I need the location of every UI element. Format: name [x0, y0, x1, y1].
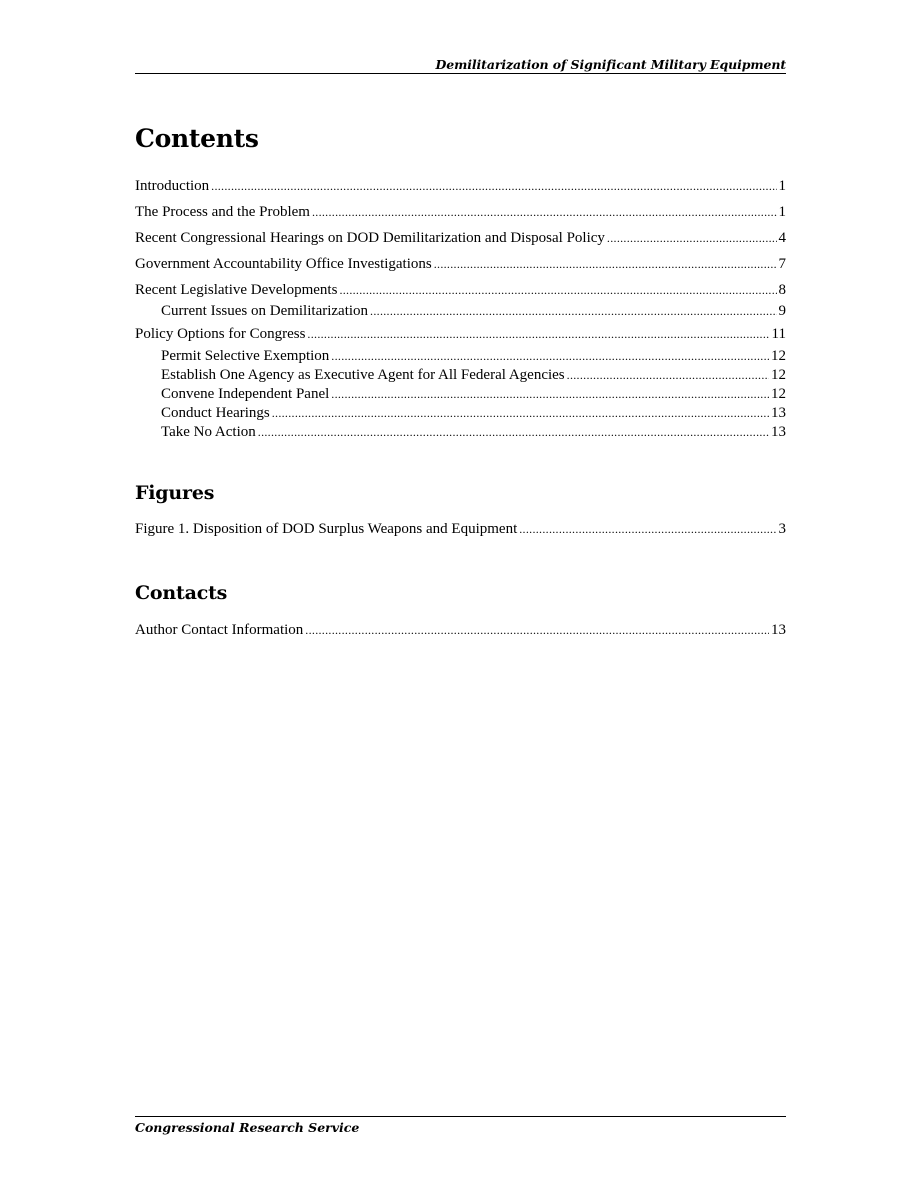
dot-leader	[307, 325, 769, 343]
toc-entry-title: Figure 1. Disposition of DOD Surplus Weapons and Equipment	[135, 521, 518, 537]
figure-entry[interactable]	[135, 520, 786, 538]
contents-heading: Contents	[135, 124, 259, 153]
toc-entry-title: Take No Action	[161, 424, 256, 440]
dot-leader	[331, 385, 769, 403]
toc-subentry[interactable]	[161, 423, 786, 441]
toc-entry-page: 3	[778, 521, 786, 537]
toc-entry-page: 1	[778, 204, 786, 220]
toc-entry[interactable]	[135, 255, 786, 273]
toc-entry-title: Recent Congressional Hearings on DOD Demilitarization and Disposal Policy	[135, 230, 605, 246]
dot-leader	[305, 621, 769, 639]
toc-entry-title: Convene Independent Panel	[161, 386, 330, 402]
toc-entry-title: The Process and the Problem	[135, 204, 310, 220]
toc-entry[interactable]	[135, 177, 786, 195]
toc-subentry[interactable]	[161, 347, 786, 365]
figures-heading: Figures	[135, 482, 215, 504]
toc-entry[interactable]	[135, 203, 786, 221]
toc-subentry[interactable]	[161, 302, 786, 320]
dot-leader	[434, 255, 777, 273]
toc-entry-page: 12	[771, 386, 786, 402]
contacts-heading: Contacts	[135, 582, 228, 604]
dot-leader	[272, 404, 769, 422]
toc-entry[interactable]	[135, 229, 786, 247]
dot-leader	[370, 302, 776, 320]
toc-entry-page: 13	[771, 405, 786, 421]
toc-entry-title: Government Accountability Office Investigations	[135, 256, 432, 272]
toc-entry-page: 1	[778, 178, 786, 194]
toc-entry[interactable]	[135, 325, 786, 343]
toc-entry-page: 11	[771, 326, 786, 342]
toc-entry-title: Introduction	[135, 178, 210, 194]
dot-leader	[567, 366, 769, 384]
running-header: Demilitarization of Significant Military Equipment	[435, 57, 786, 72]
toc-entry-title: Conduct Hearings	[161, 405, 270, 421]
toc-entry-page: 7	[778, 256, 786, 272]
dot-leader	[519, 520, 776, 538]
running-footer: Congressional Research Service	[135, 1120, 360, 1135]
toc-entry[interactable]	[135, 281, 786, 299]
dot-leader	[607, 229, 777, 247]
contact-entry[interactable]	[135, 621, 786, 639]
toc-subentry[interactable]	[161, 366, 786, 384]
toc-entry-page: 8	[778, 282, 786, 298]
toc-entry-title: Current Issues on Demilitarization	[161, 303, 369, 319]
header-rule	[135, 73, 786, 74]
toc-entry-page: 9	[778, 303, 786, 319]
toc-entry-title: Permit Selective Exemption	[161, 348, 330, 364]
toc-entry-title: Author Contact Information	[135, 622, 304, 638]
toc-entry-page: 13	[771, 424, 786, 440]
toc-entry-page: 4	[778, 230, 786, 246]
toc-entry-page: 12	[771, 367, 786, 383]
dot-leader	[211, 177, 776, 195]
toc-entry-title: Recent Legislative Developments	[135, 282, 338, 298]
toc-subentry[interactable]	[161, 385, 786, 403]
toc-entry-title: Policy Options for Congress	[135, 326, 306, 342]
dot-leader	[312, 203, 777, 221]
dot-leader	[331, 347, 769, 365]
dot-leader	[339, 281, 776, 299]
toc-subentry[interactable]	[161, 404, 786, 422]
footer-rule	[135, 1116, 786, 1117]
dot-leader	[258, 423, 769, 441]
toc-entry-page: 12	[771, 348, 786, 364]
toc-entry-page: 13	[771, 622, 786, 638]
toc-entry-title: Establish One Agency as Executive Agent for All Federal Agencies	[161, 367, 565, 383]
